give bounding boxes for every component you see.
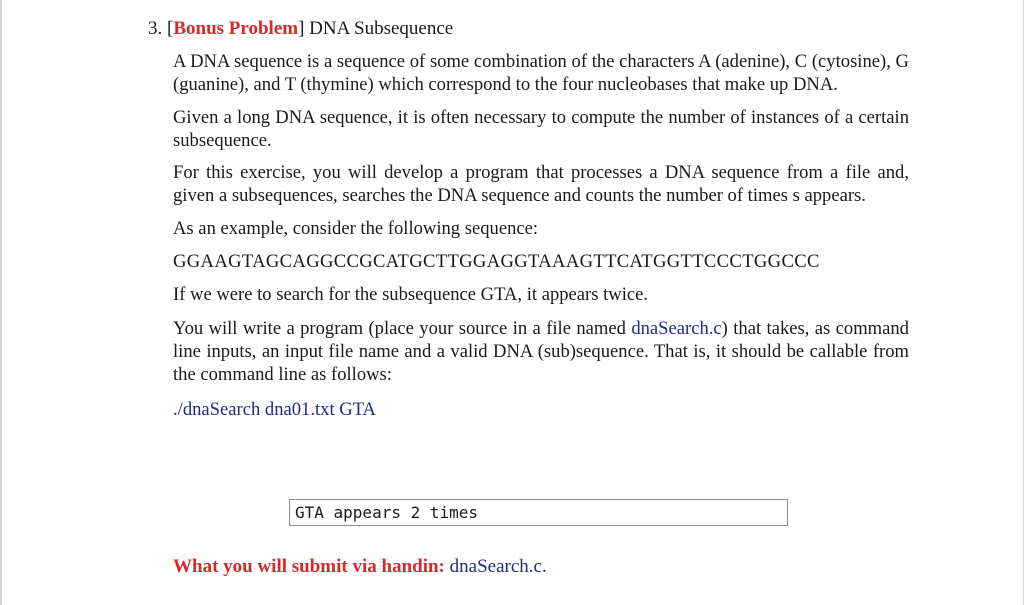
left-border (0, 0, 2, 605)
program-text-before: You will write a program (place your source in a file named (173, 317, 632, 339)
paragraph-example: As an example, consider the following sequence: (173, 217, 539, 239)
problem-number: 3. (148, 18, 163, 39)
command-example: ./dnaSearch dna01.txt GTA (173, 398, 376, 420)
example-sequence: GGAAGTAGCAGGCCGCATGCTTGGAGGTAAAGTTCATGGTTCCCTGGCCC (173, 251, 820, 273)
problem-body (173, 50, 909, 421)
paragraph-motivation: Given a long DNA sequence, it is often necessary to compute the number of instances of a certain subsequence. (173, 106, 909, 151)
output-box: GTA appears 2 times (289, 499, 788, 526)
problem-heading (148, 17, 453, 41)
program-text-after: ) that takes, as command line inputs, an input file name and a valid DNA (sub)sequence. That is, it should be callable from the command line as follows: (173, 317, 909, 386)
heading-bracket-close: ] (298, 18, 305, 39)
submit-line (173, 555, 547, 579)
submit-file: dnaSearch.c. (449, 556, 547, 577)
bonus-label: Bonus Problem (173, 18, 299, 39)
problem-title: DNA Subsequence (309, 18, 454, 39)
source-file-name: dnaSearch.c (631, 317, 722, 339)
heading-bracket-open: [ (167, 18, 174, 39)
paragraph-program (173, 317, 909, 387)
paragraph-search-result: If we were to search for the subsequence GTA, it appears twice. (173, 284, 649, 306)
paragraph-exercise: For this exercise, you will develop a program that processes a DNA sequence from a file and, given a subsequences, searches the DNA sequence and counts the number of times s appears. (173, 162, 909, 207)
submit-label: What you will submit via handin: (173, 556, 445, 577)
paragraph-intro: A DNA sequence is a sequence of some combination of the characters A (adenine), C (cytosine), G (guanine), and T (thymine) which correspond to the four nucleobases that make up DNA. (173, 51, 909, 96)
